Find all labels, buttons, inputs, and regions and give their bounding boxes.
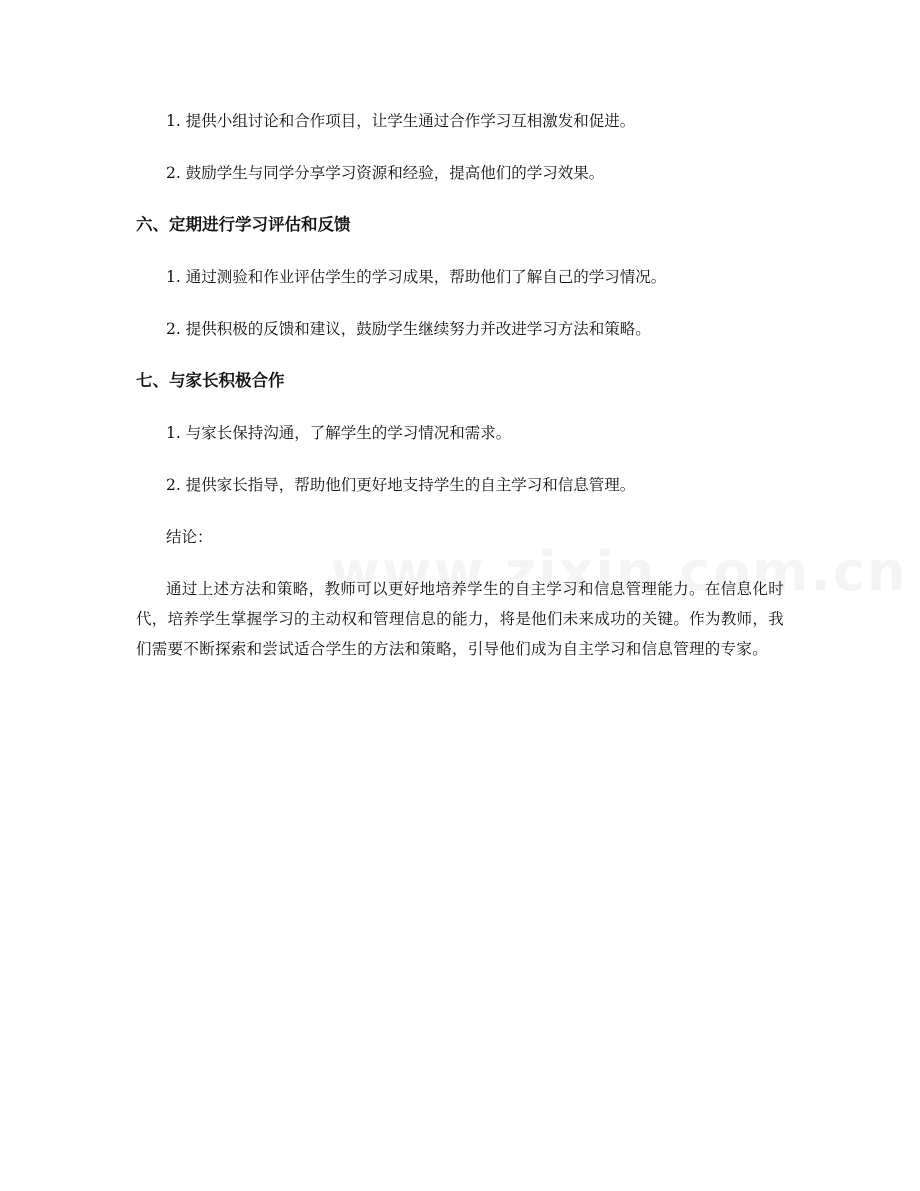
list-item: 2. 鼓励学生与同学分享学习资源和经验，提高他们的学习效果。	[166, 164, 605, 182]
conclusion-paragraph: 通过上述方法和策略，教师可以更好地培养学生的自主学习和信息管理能力。在信息化时代，培养学生掌握学习的主动权和管理信息的能力，将是他们未来成功的关键。作为教师，我们需要不断探索和尝试适合学生的方法和策略，引导他们成为自主学习和信息管理的专家。	[136, 580, 784, 658]
section-heading-7: 七、与家长积极合作	[136, 371, 285, 390]
document-body	[136, 106, 784, 664]
list-item: 2. 提供积极的反馈和建议，鼓励学生继续努力并改进学习方法和策略。	[166, 320, 651, 338]
list-item: 2. 提供家长指导，帮助他们更好地支持学生的自主学习和信息管理。	[166, 476, 636, 494]
list-item: 1. 通过测验和作业评估学生的学习成果，帮助他们了解自己的学习情况。	[166, 268, 667, 286]
conclusion-label: 结论：	[166, 528, 213, 546]
list-item: 1. 提供小组讨论和合作项目，让学生通过合作学习互相激发和促进。	[166, 112, 636, 130]
list-item: 1. 与家长保持沟通，了解学生的学习情况和需求。	[166, 424, 512, 442]
section-heading-6: 六、定期进行学习评估和反馈	[136, 215, 351, 234]
